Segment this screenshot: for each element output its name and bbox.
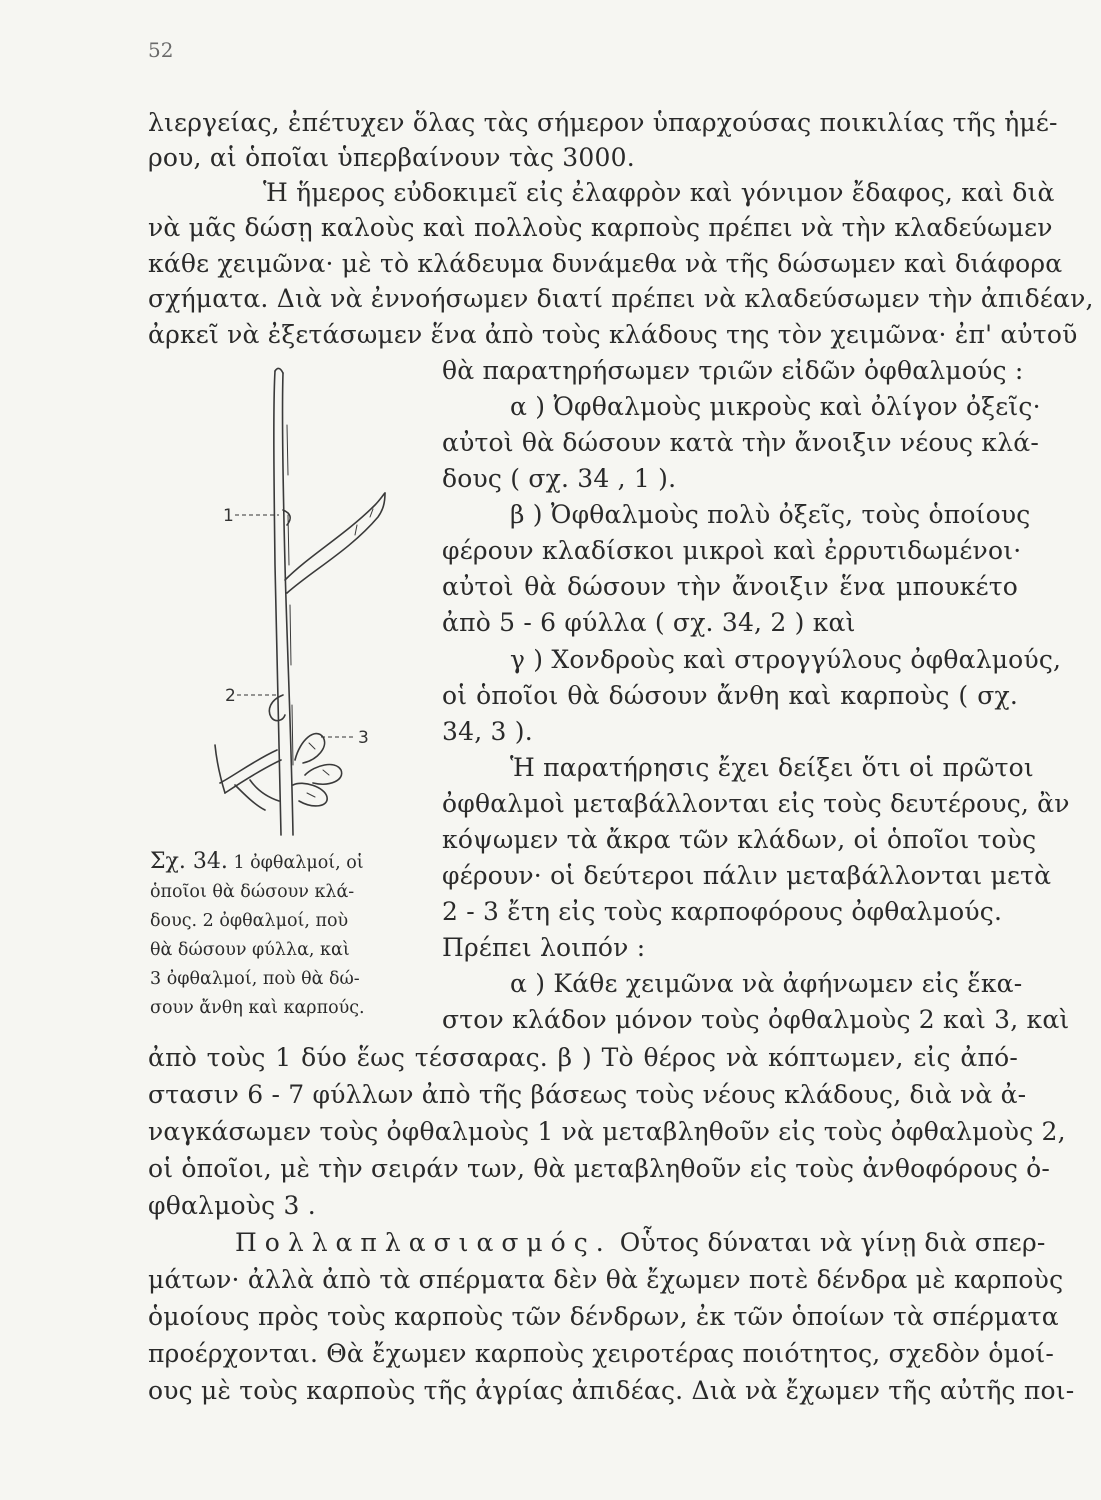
text-line: φθαλμοὺς 3 . [148, 1191, 316, 1220]
text-line: 34, 3 ). [442, 717, 533, 746]
text-line: α ) Ὀφθαλμοὺς μικροὺς καὶ ὀλίγον ὀξεῖς· [510, 392, 1041, 421]
text-line: οἱ ὁποῖοι, μὲ τὴν σειράν των, θὰ μεταβληθοῦν εἰς τοὺς ἀνθοφόρους ὀ- [148, 1154, 1051, 1183]
text-line: λιεργείας, ἐπέτυχεν ὅλας τὰς σήμερον ὑπαρχούσας ποικιλίας τῆς ἡμέ- [148, 108, 1058, 137]
text-line: β ) Ὀφθαλμοὺς πολὺ ὀξεῖς, τοὺς ὁποίους [510, 500, 1031, 529]
figure-caption-line: θὰ δώσουν φύλλα, καὶ [150, 940, 350, 960]
text-line: μάτων· ἀλλὰ ἀπὸ τὰ σπέρματα δὲν θὰ ἔχωμεν ποτὲ δένδρα μὲ καρποὺς [148, 1265, 1064, 1294]
figure-label-3: 3 [358, 728, 369, 748]
text-line: οἱ ὁποῖοι θὰ δώσουν ἄνθη καὶ καρποὺς ( σχ. [442, 681, 1018, 710]
text-line: στον κλάδον μόνον τοὺς ὀφθαλμοὺς 2 καὶ 3, καὶ [442, 1005, 1070, 1034]
text-line: φέρουν· οἱ δεύτεροι πάλιν μεταβάλλονται μετὰ [442, 861, 1052, 890]
figure-caption-line: 3 ὀφθαλμοί, ποὺ θὰ δώ- [150, 969, 360, 989]
text-line: φέρουν κλαδίσκοι μικροὶ καὶ ἐρρυτιδωμένοι· [442, 536, 1022, 565]
text-line: κόψωμεν τὰ ἄκρα τῶν κλάδων, οἱ ὁποῖοι τοὺς [442, 825, 1037, 854]
text-line: αὐτοὶ θὰ δώσουν τὴν ἄνοιξιν ἕνα μπουκέτο [442, 572, 1018, 601]
text-line: Πρέπει λοιπόν : [442, 933, 646, 962]
text-line: αὐτοὶ θὰ δώσουν κατὰ τὴν ἄνοιξιν νέους κλά- [442, 428, 1040, 457]
section-heading-continuation: Οὗτος δύναται νὰ γίνῃ διὰ σπερ- [611, 1228, 1046, 1257]
page-number: 52 [148, 38, 174, 62]
text-line: ὁμοίους πρὸς τοὺς καρποὺς τῶν δένδρων, ἐκ τῶν ὁποίων τὰ σπέρματα [148, 1302, 1059, 1331]
figure-caption-lead: Σχ. 34. [150, 849, 228, 874]
text-line: νὰ μᾶς δώσῃ καλοὺς καὶ πολλοὺς καρποὺς πρέπει νὰ τὴν κλαδεύωμεν [148, 213, 1053, 242]
text-line: ρου, αἱ ὁποῖαι ὑπερβαίνουν τὰς 3000. [148, 143, 635, 172]
text-line: ναγκάσωμεν τοὺς ὀφθαλμοὺς 1 νὰ μεταβληθοῦν εἰς τοὺς ὀφθαλμοὺς 2, [148, 1117, 1066, 1146]
text-line: σχήματα. Διὰ νὰ ἐννοήσωμεν διατί πρέπει νὰ κλαδεύσωμεν τὴν ἀπιδέαν, [148, 284, 1094, 313]
text-line: κάθε χειμῶνα· μὲ τὸ κλάδευμα δυνάμεθα νὰ τῆς δώσωμεν καὶ διάφορα [148, 249, 1063, 278]
figure-caption-line: ὁποῖοι θὰ δώσουν κλά- [150, 882, 355, 902]
figure-label-2: 2 [225, 686, 236, 706]
branch-illustration [195, 365, 425, 845]
text-line: θὰ παρατηρήσωμεν τριῶν εἰδῶν ὀφθαλμούς : [442, 356, 1024, 385]
text-line: Ἡ παρατήρησις ἔχει δείξει ὅτι οἱ πρῶτοι [510, 753, 1034, 782]
text-line: γ ) Χονδροὺς καὶ στρογγύλους ὀφθαλμούς, [510, 645, 1062, 674]
text-line: Ἡ ἥμερος εὐδοκιμεῖ εἰς ἐλαφρὸν καὶ γόνιμον ἔδαφος, καὶ διὰ [263, 178, 1055, 207]
text-line: ἀπὸ τοὺς 1 δύο ἕως τέσσαρας. β ) Τὸ θέρος νὰ κόπτωμεν, εἰς ἀπό- [148, 1043, 1018, 1072]
text-line: δους ( σχ. 34 , 1 ). [442, 464, 677, 493]
text-line: ὀφθαλμοὶ μεταβάλλονται εἰς τοὺς δευτέρους, ἂν [442, 789, 1070, 818]
text-line: ους μὲ τοὺς καρποὺς τῆς ἀγρίας ἀπιδέας. Διὰ νὰ ἔχωμεν τῆς αὐτῆς ποι- [148, 1376, 1075, 1405]
text-line: ἀρκεῖ νὰ ἐξετάσωμεν ἕνα ἀπὸ τοὺς κλάδους της τὸν χειμῶνα· ἐπ' αὐτοῦ [148, 320, 1078, 349]
figure-caption-line [150, 848, 418, 877]
figure-caption-line: δους. 2 ὀφθαλμοί, ποὺ [150, 911, 349, 931]
text-line [235, 1228, 1046, 1258]
section-heading: Πολλαπλασιασμός. [235, 1228, 612, 1257]
figure-label-1: 1 [223, 506, 234, 526]
text-line: ἀπὸ 5 - 6 φύλλα ( σχ. 34, 2 ) καὶ [442, 608, 856, 637]
text-line: α ) Κάθε χειμῶνα νὰ ἀφήνωμεν εἰς ἕκα- [510, 969, 1023, 998]
text-line: στασιν 6 - 7 φύλλων ἀπὸ τῆς βάσεως τοὺς νέους κλάδους, διὰ νὰ ἀ- [148, 1080, 1027, 1109]
text-line: προέρχονται. Θὰ ἔχωμεν καρποὺς χειροτέρας ποιότητος, σχεδὸν ὁμοί- [148, 1339, 1054, 1368]
figure-caption-text: 1 ὀφθαλμοί, οἱ [233, 853, 364, 873]
text-line: 2 - 3 ἔτη εἰς τοὺς καρποφόρους ὀφθαλμούς. [442, 897, 1003, 926]
figure-caption-line: σουν ἄνθη καὶ καρπούς. [150, 998, 365, 1018]
